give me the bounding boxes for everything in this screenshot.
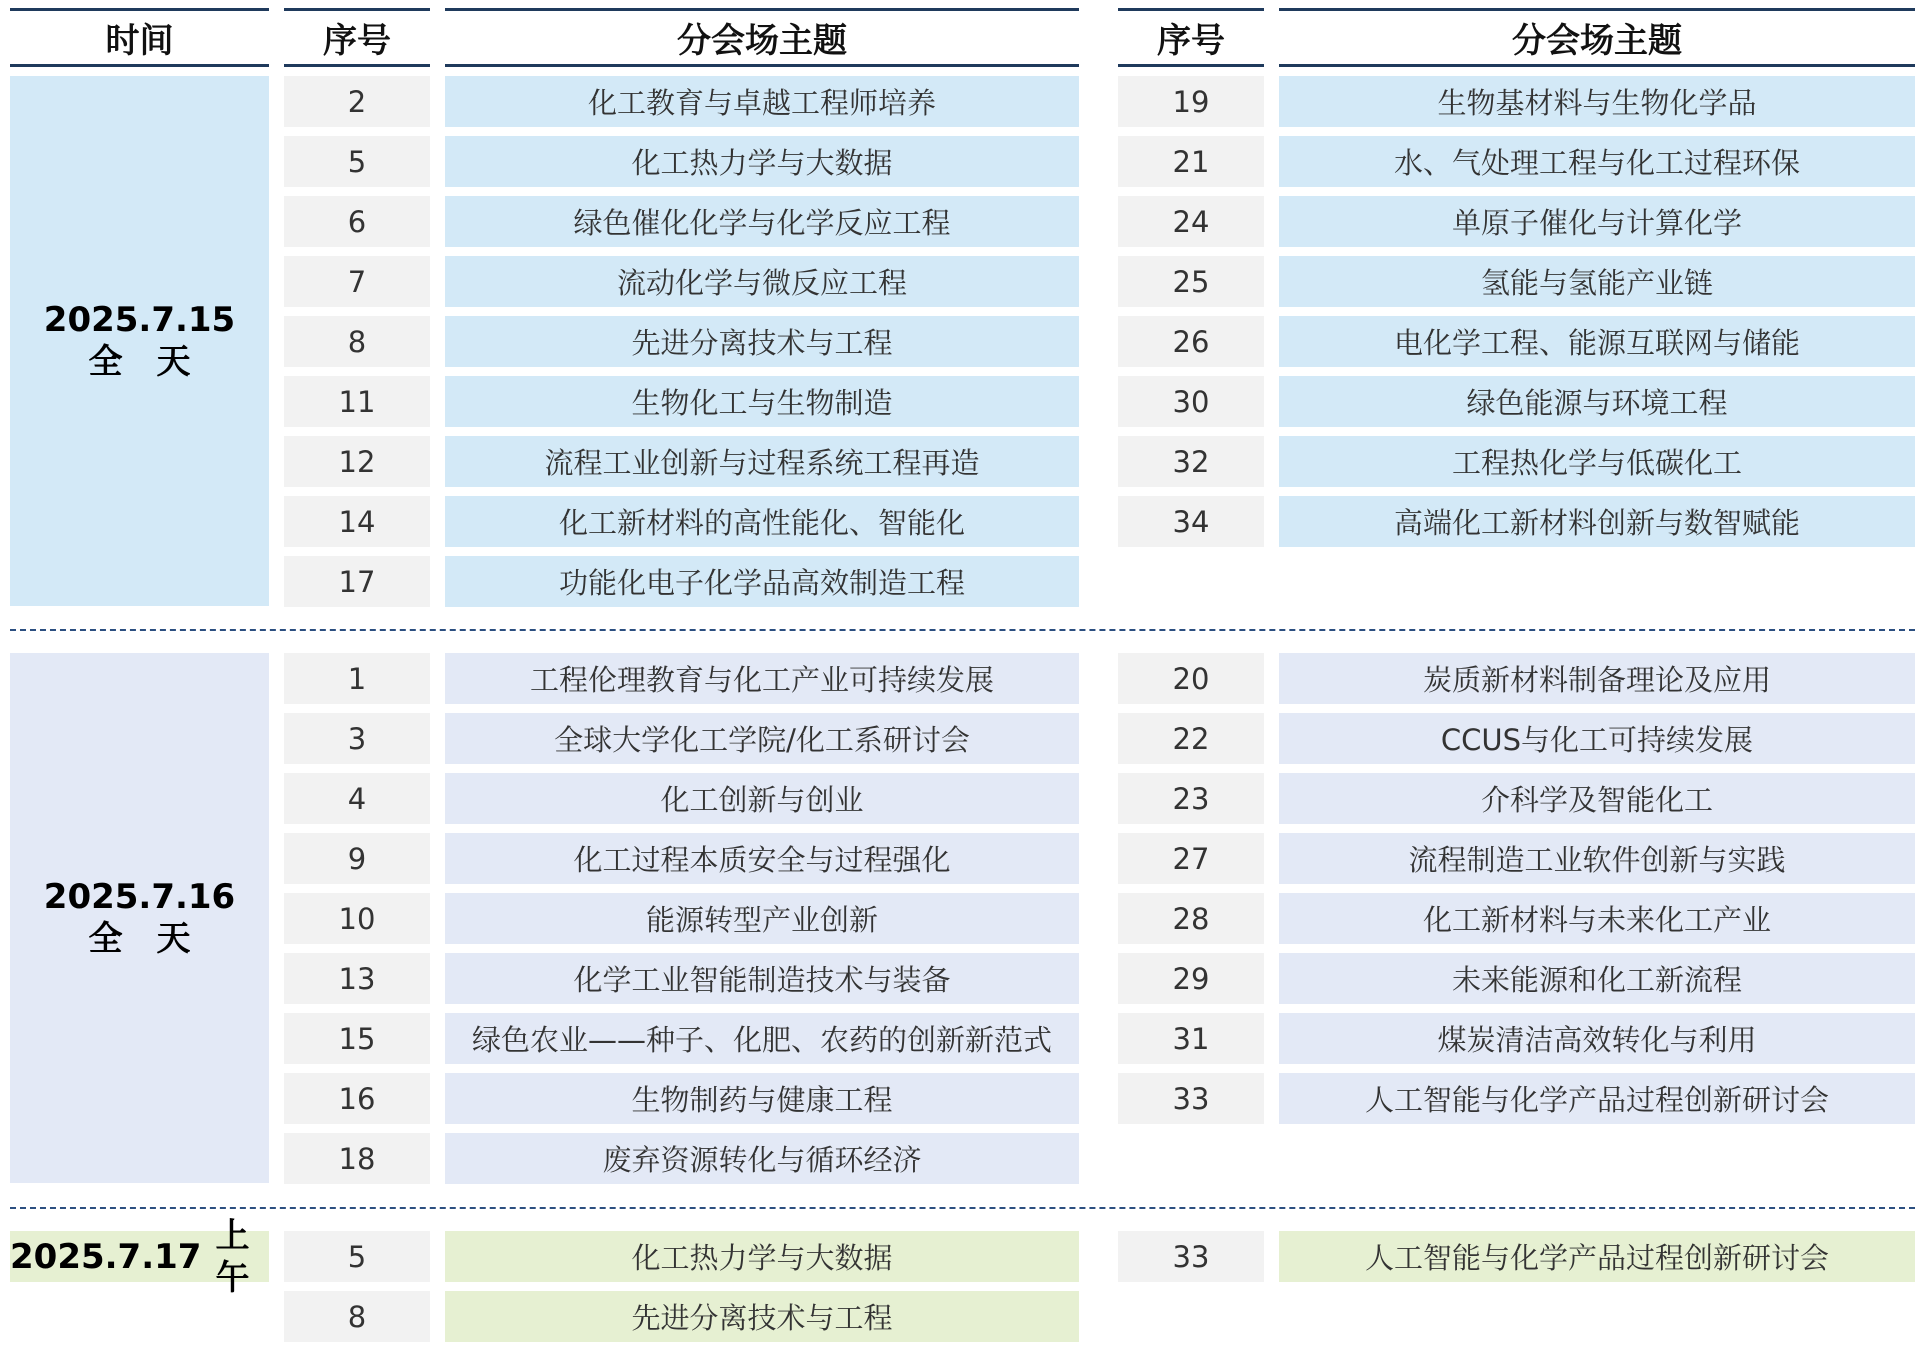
session-topic: 水、气处理工程与化工过程环保 xyxy=(1279,136,1915,187)
session-topic: 生物化工与生物制造 xyxy=(445,376,1079,427)
session-number: 29 xyxy=(1118,953,1264,1004)
session-number: 24 xyxy=(1118,196,1264,247)
session-topic: 废弃资源转化与循环经济 xyxy=(445,1133,1079,1184)
session-topic: 化工新材料的高性能化、智能化 xyxy=(445,496,1079,547)
session-topic: 化工过程本质安全与过程强化 xyxy=(445,833,1079,884)
session-number: 23 xyxy=(1118,773,1264,824)
date-label: 2025.7.15 xyxy=(43,300,236,340)
session-topic: 绿色催化化学与化学反应工程 xyxy=(445,196,1079,247)
session-topic: 功能化电子化学品高效制造工程 xyxy=(445,556,1079,607)
session-topic: 炭质新材料制备理论及应用 xyxy=(1279,653,1915,704)
session-number: 30 xyxy=(1118,376,1264,427)
session-topic: 生物制药与健康工程 xyxy=(445,1073,1079,1124)
session-number: 5 xyxy=(284,1231,430,1282)
session-topic: 高端化工新材料创新与数智赋能 xyxy=(1279,496,1915,547)
session-number: 5 xyxy=(284,136,430,187)
session-number: 33 xyxy=(1118,1073,1264,1124)
session-number: 13 xyxy=(284,953,430,1004)
session-topic: 绿色能源与环境工程 xyxy=(1279,376,1915,427)
session-number: 21 xyxy=(1118,136,1264,187)
header-seq-right: 序号 xyxy=(1118,8,1264,67)
section-divider xyxy=(10,629,1915,631)
session-number: 14 xyxy=(284,496,430,547)
session-number: 31 xyxy=(1118,1013,1264,1064)
session-number: 28 xyxy=(1118,893,1264,944)
session-number: 32 xyxy=(1118,436,1264,487)
session-number: 15 xyxy=(284,1013,430,1064)
session-topic: 先进分离技术与工程 xyxy=(445,316,1079,367)
session-topic: 氢能与氢能产业链 xyxy=(1279,256,1915,307)
session-number: 34 xyxy=(1118,496,1264,547)
session-number: 20 xyxy=(1118,653,1264,704)
header-topic-right: 分会场主题 xyxy=(1279,8,1915,67)
session-topic: 化工新材料与未来化工产业 xyxy=(1279,893,1915,944)
session-topic: 电化学工程、能源互联网与储能 xyxy=(1279,316,1915,367)
session-topic: 化工创新与创业 xyxy=(445,773,1079,824)
session-number: 19 xyxy=(1118,76,1264,127)
session-number: 17 xyxy=(284,556,430,607)
session-number: 27 xyxy=(1118,833,1264,884)
date-label: 2025.7.16 xyxy=(43,877,236,917)
session-number: 2 xyxy=(284,76,430,127)
session-topic: 化工热力学与大数据 xyxy=(445,136,1079,187)
session-number: 26 xyxy=(1118,316,1264,367)
session-number: 18 xyxy=(284,1133,430,1184)
session-topic: 化学工业智能制造技术与装备 xyxy=(445,953,1079,1004)
session-topic: 生物基材料与生物化学品 xyxy=(1279,76,1915,127)
session-number: 8 xyxy=(284,316,430,367)
session-topic: 化工教育与卓越工程师培养 xyxy=(445,76,1079,127)
session-number: 8 xyxy=(284,1291,430,1342)
date-label: 2025.7.17 xyxy=(10,1236,202,1277)
period-label: 全 天 xyxy=(88,919,191,959)
session-topic: 流程制造工业软件创新与实践 xyxy=(1279,833,1915,884)
header-seq-left: 序号 xyxy=(284,8,430,67)
time-slot xyxy=(10,1215,269,1298)
session-number: 33 xyxy=(1118,1231,1264,1282)
time-slot xyxy=(10,653,269,1183)
period-label: 上午 xyxy=(215,1215,250,1298)
session-number: 7 xyxy=(284,256,430,307)
session-topic: 工程伦理教育与化工产业可持续发展 xyxy=(445,653,1079,704)
session-number: 12 xyxy=(284,436,430,487)
session-topic: 单原子催化与计算化学 xyxy=(1279,196,1915,247)
session-number: 6 xyxy=(284,196,430,247)
session-topic: 人工智能与化学产品过程创新研讨会 xyxy=(1279,1231,1915,1282)
header-time: 时间 xyxy=(10,8,269,67)
section-divider xyxy=(10,1207,1915,1209)
session-number: 16 xyxy=(284,1073,430,1124)
session-topic: 能源转型产业创新 xyxy=(445,893,1079,944)
session-number: 4 xyxy=(284,773,430,824)
session-number: 3 xyxy=(284,713,430,764)
session-topic: 绿色农业——种子、化肥、农药的创新新范式 xyxy=(445,1013,1079,1064)
session-topic: CCUS与化工可持续发展 xyxy=(1279,713,1915,764)
session-topic: 流动化学与微反应工程 xyxy=(445,256,1079,307)
session-topic: 人工智能与化学产品过程创新研讨会 xyxy=(1279,1073,1915,1124)
session-number: 1 xyxy=(284,653,430,704)
session-number: 11 xyxy=(284,376,430,427)
session-topic: 全球大学化工学院/化工系研讨会 xyxy=(445,713,1079,764)
session-topic: 未来能源和化工新流程 xyxy=(1279,953,1915,1004)
header-topic-left: 分会场主题 xyxy=(445,8,1079,67)
session-topic: 介科学及智能化工 xyxy=(1279,773,1915,824)
time-slot xyxy=(10,76,269,606)
session-topic: 煤炭清洁高效转化与利用 xyxy=(1279,1013,1915,1064)
session-topic: 化工热力学与大数据 xyxy=(445,1231,1079,1282)
period-label: 全 天 xyxy=(88,342,191,382)
session-number: 25 xyxy=(1118,256,1264,307)
session-number: 22 xyxy=(1118,713,1264,764)
session-topic: 工程热化学与低碳化工 xyxy=(1279,436,1915,487)
session-topic: 先进分离技术与工程 xyxy=(445,1291,1079,1342)
session-number: 9 xyxy=(284,833,430,884)
session-topic: 流程工业创新与过程系统工程再造 xyxy=(445,436,1079,487)
session-number: 10 xyxy=(284,893,430,944)
